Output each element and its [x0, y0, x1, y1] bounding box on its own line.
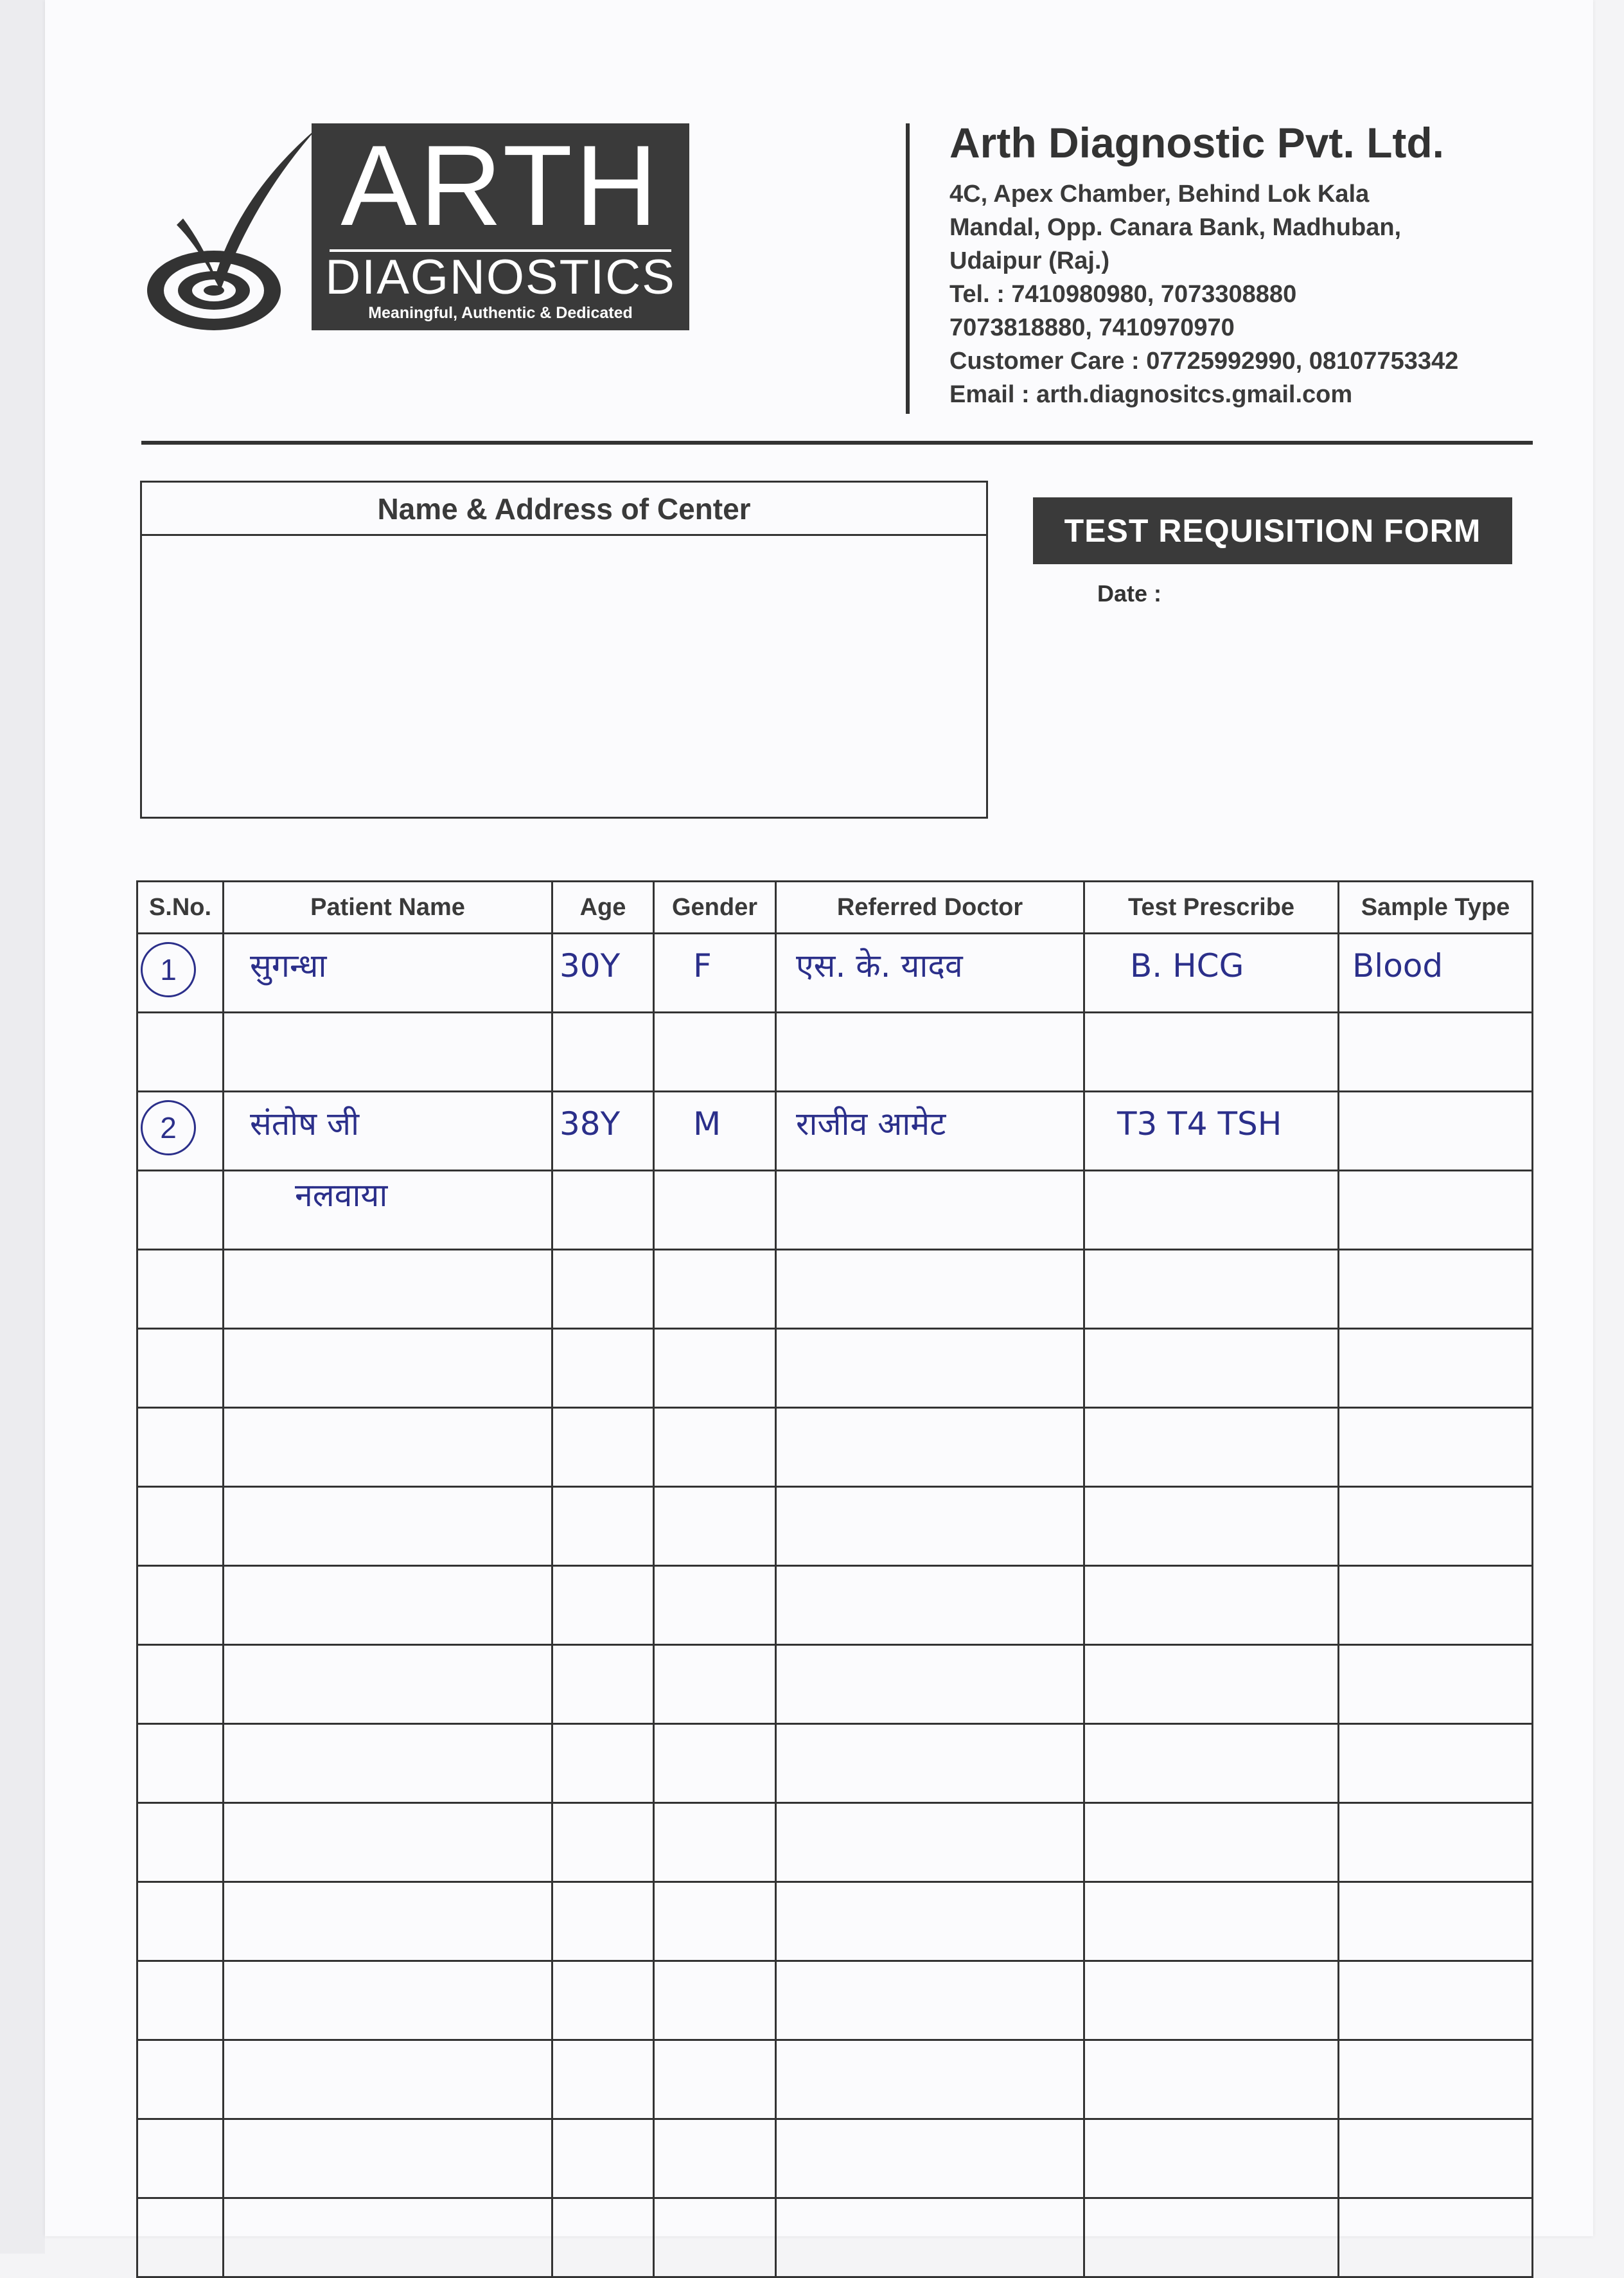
table-row — [137, 2198, 1533, 2277]
column-header-age: Age — [552, 882, 654, 934]
patient-name: संतोष जी — [250, 1105, 360, 1143]
phone-line: Tel. : 7410980980, 7073308880 — [949, 281, 1297, 308]
table-row — [137, 1408, 1533, 1487]
company-name: Arth Diagnostic Pvt. Ltd. — [949, 119, 1445, 166]
address-line: 4C, Apex Chamber, Behind Lok Kala — [949, 181, 1370, 208]
patient-name-continued: नलवाया — [295, 1177, 388, 1214]
test-prescribed: B. HCG — [1130, 947, 1244, 984]
column-header-gender: Gender — [654, 882, 776, 934]
column-header-sno: S.No. — [137, 882, 224, 934]
table-row — [137, 1724, 1533, 1803]
logo-tagline: Meaningful, Authentic & Dedicated — [368, 304, 633, 322]
logo-arth-text: ARTH — [340, 121, 660, 249]
table-header-row — [137, 882, 1533, 934]
date-label: Date : — [1097, 580, 1162, 607]
column-header-referred-doctor: Referred Doctor — [776, 882, 1084, 934]
logo-wordmark — [312, 123, 689, 330]
logo-diagnostics-text: DIAGNOSTICS — [325, 250, 676, 305]
phone-line: 7073818880, 7410970970 — [949, 314, 1235, 341]
table-row — [137, 1487, 1533, 1566]
customer-care-line: Customer Care : 07725992990, 08107753342 — [949, 348, 1459, 375]
patient-age: 38Y — [560, 1105, 621, 1143]
address-line: Udaipur (Raj.) — [949, 247, 1110, 274]
header-rule — [141, 441, 1533, 445]
table-row — [137, 1013, 1533, 1092]
test-prescribed: T3 T4 TSH — [1117, 1105, 1282, 1143]
requisition-table — [136, 880, 1533, 2278]
sample-type: Blood — [1352, 947, 1443, 984]
table-row — [137, 1329, 1533, 1408]
table-row — [137, 1803, 1533, 1882]
patient-gender: F — [693, 947, 712, 984]
address-line: Mandal, Opp. Canara Bank, Madhuban, — [949, 214, 1402, 241]
table-row — [137, 2119, 1533, 2198]
center-address-box — [140, 481, 988, 819]
header-divider — [906, 123, 910, 414]
table-row — [137, 1566, 1533, 1645]
email-line: Email : arth.diagnositcs.gmail.com — [949, 381, 1353, 408]
column-header-sample-type: Sample Type — [1339, 882, 1533, 934]
table-row — [137, 2040, 1533, 2119]
patient-gender: M — [693, 1105, 721, 1143]
form-title-badge: TEST REQUISITION FORM — [1033, 497, 1512, 564]
table-row — [137, 1092, 1533, 1171]
referred-doctor: राजीव आमेट — [796, 1105, 946, 1143]
column-header-test-prescribe: Test Prescribe — [1084, 882, 1339, 934]
company-contact — [949, 177, 1458, 411]
sample-type — [1339, 1092, 1531, 1101]
column-header-patient-name: Patient Name — [224, 882, 552, 934]
serial-number: 2 — [141, 1100, 196, 1155]
table-row — [137, 1250, 1533, 1329]
referred-doctor: एस. के. यादव — [796, 947, 963, 984]
table-row — [137, 1882, 1533, 1961]
patient-name: सुगन्धा — [250, 947, 327, 984]
table-row — [137, 1645, 1533, 1724]
serial-number: 1 — [141, 942, 196, 997]
scan-edge — [0, 0, 45, 2254]
table-row — [137, 1961, 1533, 2040]
center-box-title: Name & Address of Center — [142, 483, 986, 536]
table-row — [137, 1171, 1533, 1250]
logo-target-check-icon — [138, 122, 324, 334]
patient-age: 30Y — [560, 947, 621, 984]
table-row — [137, 934, 1533, 1013]
